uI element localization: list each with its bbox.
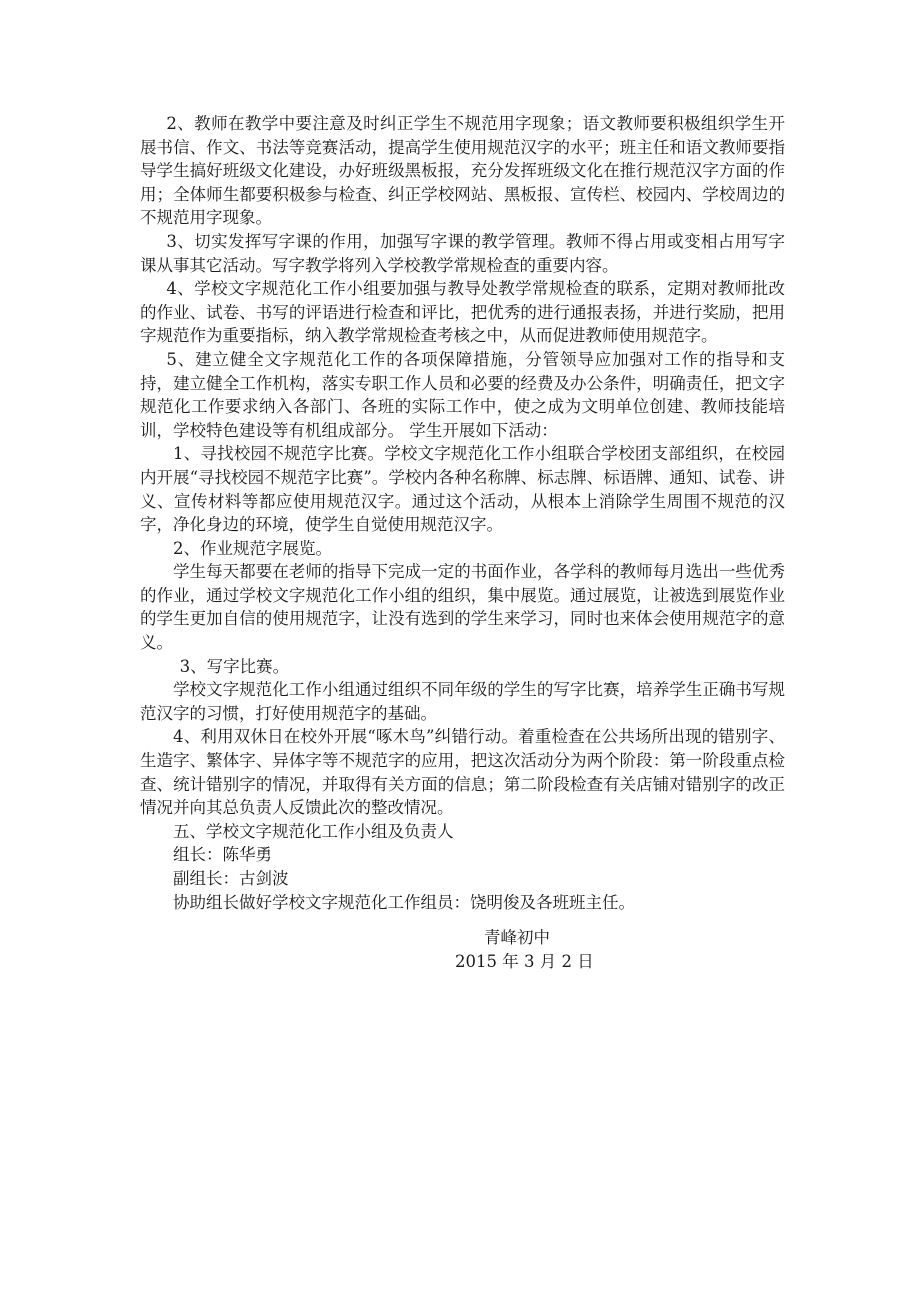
paragraph-activity-3: 学校文字规范化工作小组通过组织不同年级的学生的写字比赛，培养学生正确书写规范汉字的习惯，打好使用规范字的基础。 (140, 680, 785, 723)
document-body (140, 112, 785, 914)
paragraph-activity-1: 1、寻找校园不规范字比赛。学校文字规范化工作小组联合学校团支部组织，在校园内开展“寻找校园不规范字比赛”。学校内各种名称牌、标志牌、标语牌、通知、试卷、讲义、宣传材料等都应使用规范汉字。通过这个活动，从根本上消除学生周围不规范的汉字，净化身边的环境，使学生自觉使用规范汉字。 (140, 444, 785, 535)
paragraph-activity-4: 4、利用双休日在校外开展“啄木鸟”纠错行动。着重检查在公共场所出现的错别字、生造字、繁体字、异体字等不规范字的应用，把这次活动分为两个阶段：第一阶段重点检查、统计错别字的情况，并取得有关方面的信息；第二阶段检查有关店铺对错别字的改正情况并向其总负责人反馈此次的整改情况。 (140, 727, 785, 818)
group-leader: 组长：陈华勇 (173, 845, 272, 865)
paragraph-safeguards: 5、建立健全文字规范化工作的各项保障措施，分管领导应加强对工作的指导和支持，建立健全工作机构，落实专职工作人员和必要的经费及办公条件，明确责任，把文字规范化工作要求纳入各部门、各班的实际工作中，使之成为文明单位创建、教师技能培训，学校特色建设等有机组成部分。 学生开展如下活动： (140, 349, 785, 440)
group-members: 协助组长做好学校文字规范化工作组员：饶明俊及各班班主任。 (173, 892, 635, 912)
section-heading-five: 五、学校文字规范化工作小组及负责人 (173, 821, 454, 841)
heading-activity-3: 3、写字比赛。 (179, 656, 290, 676)
paragraph-teacher-correction: 2、教师在教学中要注意及时纠正学生不规范用字现象；语文教师要积极组织学生开展书信、作文、书法等竞赛活动，提高学生使用规范汉字的水平；班主任和语文教师要指导学生搞好班级文化建设，办好班级黑板报，充分发挥班级文化在推行规范汉字方面的作用；全体师生都要积极参与检查、纠正学校网站、黑板报、宣传栏、校园内、学校周边的不规范用字现象。 (140, 114, 785, 228)
deputy-leader: 副组长：古剑波 (173, 869, 289, 888)
paragraph-inspection: 4、学校文字规范化工作小组要加强与教导处教学常规检查的联系，定期对教师批改的作业、试卷、书写的评语进行检查和评比，把优秀的进行通报表扬，并进行奖励，把用字规范作为重要指标，纳入教学常规检查考核之中，从而促进教师使用规范字。 (140, 279, 785, 346)
heading-activity-2: 2、作业规范字展览。 (173, 538, 332, 558)
paragraph-writing-class: 3、切实发挥写字课的作用，加强写字课的教学管理。教师不得占用或变相占用写字课从事其它活动。写字教学将列入学校教学常规检查的重要内容。 (140, 231, 785, 275)
signature-school: 青峰初中 (484, 928, 550, 947)
signature-date: 2015 年 3 月 2 日 (455, 952, 594, 971)
paragraph-activity-2: 学生每天都要在老师的指导下完成一定的书面作业，各学科的教师每月选出一些优秀的作业，通过学校文字规范化工作小组的组织，集中展览。通过展览，让被选到展览作业的学生更加自信的使用规范字，让没有选到的学生来学习，同时也来体会使用规范字的意义。 (140, 562, 785, 653)
